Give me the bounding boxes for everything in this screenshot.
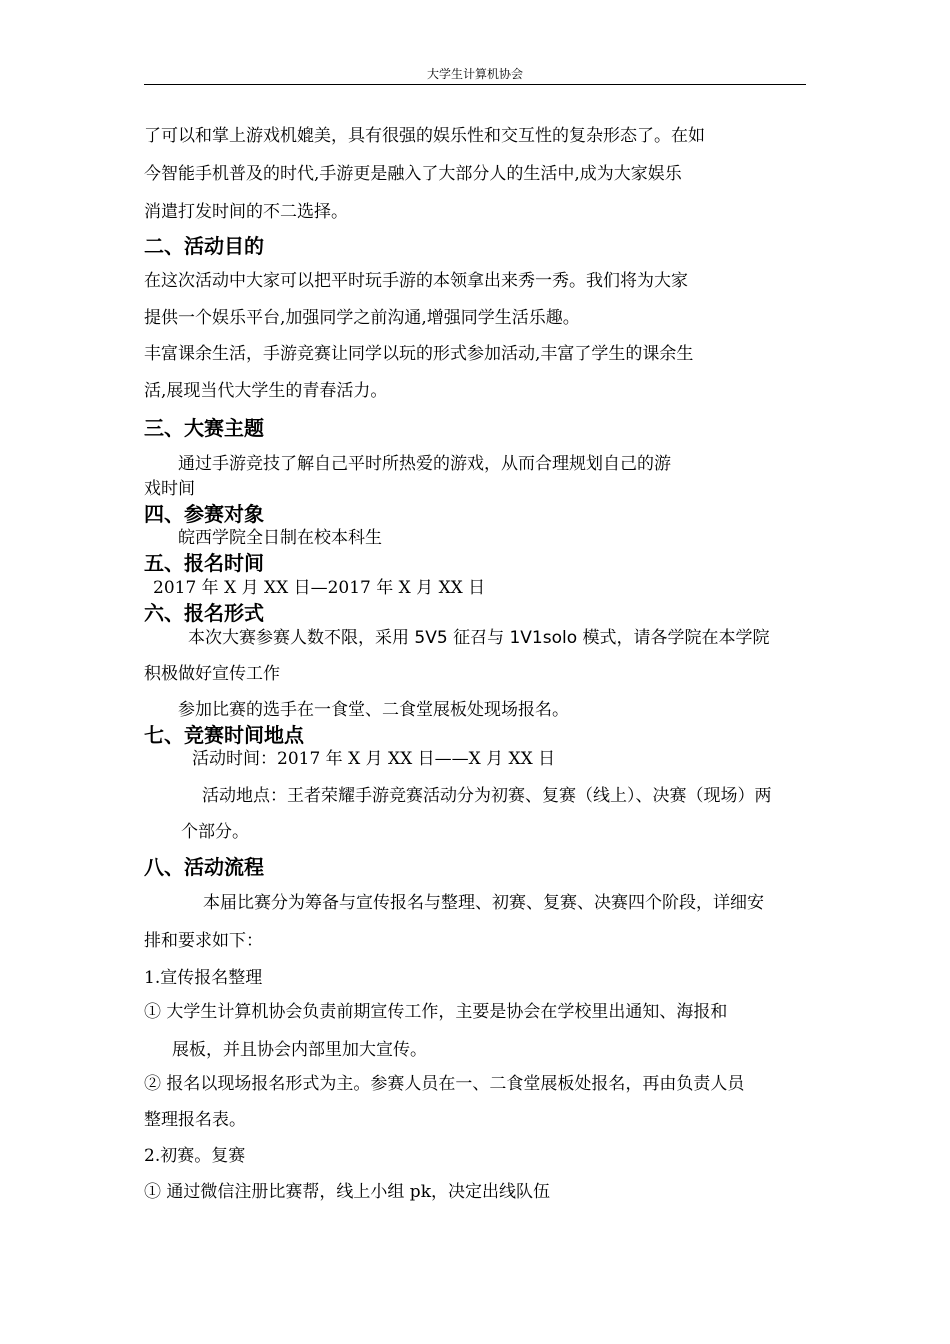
text-run: 本次大赛参赛人数不限，采用 [188, 628, 415, 648]
paragraph-line: 积极做好宣传工作 [144, 664, 280, 684]
paragraph-line: 本届比赛分为筹备与宣传报名与整理、初赛、复赛、决赛四个阶段，详细安 [203, 893, 764, 913]
paragraph-line: 活动地点：王者荣耀手游竞赛活动分为初赛、复赛（线上）、决赛（现场）两 [202, 786, 772, 806]
section-heading-time-location: 七、竞赛时间地点 [144, 723, 304, 747]
section-heading-participants: 四、参赛对象 [144, 502, 264, 526]
paragraph-line: 皖西学院全日制在校本科生 [178, 528, 382, 548]
paragraph-line: 1.宣传报名整理 [144, 968, 263, 988]
paragraph-line: 提供一个娱乐平台,加强同学之前沟通,增强同学生活乐趣。 [144, 308, 580, 328]
paragraph-line: 消遣打发时间的不二选择。 [144, 202, 348, 222]
paragraph-line: 个部分。 [181, 822, 249, 842]
paragraph-line: ② 报名以现场报名形式为主。参赛人员在一、二食堂展板处报名，再由负责人员 [144, 1074, 745, 1094]
paragraph-line [188, 626, 770, 650]
paragraph-line: 通过手游竞技了解自己平时所热爱的游戏，从而合理规划自己的游 [178, 454, 671, 474]
paragraph-line: 2.初赛。复赛 [144, 1146, 246, 1166]
page-header [144, 64, 806, 85]
paragraph-line: 在这次活动中大家可以把平时玩手游的本领拿出来秀一秀。我们将为大家 [144, 271, 688, 291]
section-heading-registration-form: 六、报名形式 [144, 601, 264, 625]
paragraph-line: 展板，并且协会内部里加大宣传。 [172, 1040, 427, 1060]
paragraph-line: 排和要求如下： [144, 931, 263, 951]
paragraph-line: 活动时间：2017 年 X 月 XX 日——X 月 XX 日 [192, 749, 556, 769]
paragraph-line: ① 通过微信注册比赛帮，线上小组 pk，决定出线队伍 [144, 1182, 550, 1202]
paragraph-line: ① 大学生计算机协会负责前期宣传工作，主要是协会在学校里出通知、海报和 [144, 1002, 728, 1022]
paragraph-line: 戏时间 [144, 479, 195, 499]
section-heading-purpose: 二、活动目的 [144, 234, 264, 258]
header-title: 大学生计算机协会 [426, 67, 523, 81]
section-heading-registration-time: 五、报名时间 [144, 551, 264, 575]
section-heading-process: 八、活动流程 [144, 855, 264, 879]
section-heading-theme: 三、大赛主题 [144, 416, 264, 440]
paragraph-line: 参加比赛的选手在一食堂、二食堂展板处现场报名。 [178, 700, 569, 720]
paragraph-line: 2017 年 X 月 XX 日—2017 年 X 月 XX 日 [153, 578, 486, 598]
paragraph-line: 整理报名表。 [144, 1110, 246, 1130]
text-run: 模式，请各学院在本学院 [577, 628, 770, 648]
paragraph-line: 今智能手机普及的时代,手游更是融入了大部分人的生活中,成为大家娱乐 [144, 164, 682, 184]
paragraph-line: 活,展现当代大学生的青春活力。 [144, 381, 388, 401]
text-run-mode: 5V5 征召与 1V1solo [414, 628, 578, 648]
paragraph-line: 丰富课余生活，手游竞赛让同学以玩的形式参加活动,丰富了学生的课余生 [144, 344, 694, 364]
paragraph-line: 了可以和掌上游戏机媲美，具有很强的娱乐性和交互性的复杂形态了。在如 [144, 126, 705, 146]
